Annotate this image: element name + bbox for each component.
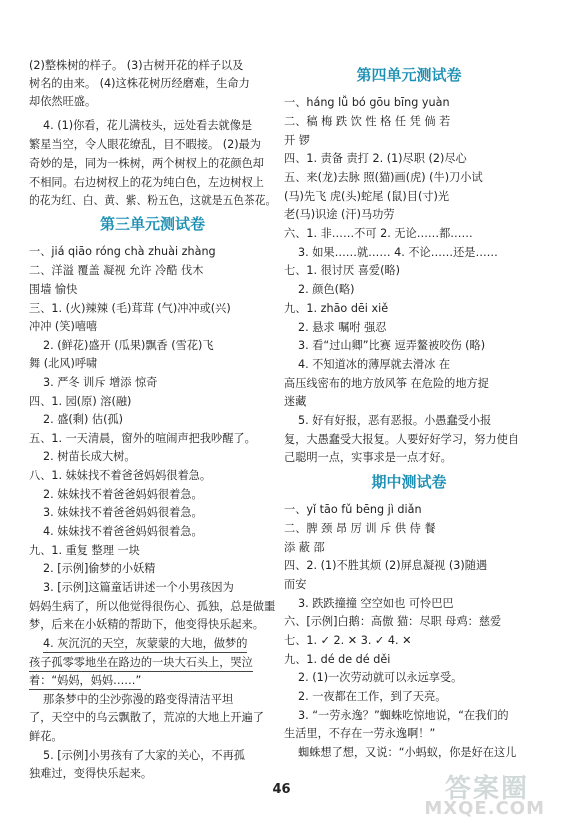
text-line: 一、háng lǚ bó gōu bīng yuàn [284, 96, 450, 109]
text-line: 蜘蛛想了想，又说：“小蚂蚁，你是好在这儿 [298, 746, 517, 759]
text-line: 3. “一劳永逸？”蜘蛛吃惊地说，“在我们的 [298, 709, 509, 722]
text-line-underlined: 4. 灰沉沉的天空，灰蒙蒙的大地，做梦的 [43, 636, 276, 653]
text-line: 九、1. 重复 整理 一块 [29, 544, 140, 557]
text-line: 五、1. 一天清晨，窗外的喧闹声把我吵醒了。 [29, 432, 256, 445]
text-line: 八、1. 妹妹找不着爸爸妈妈很着急。 [29, 469, 212, 482]
watermark-cn: 答案圈 [444, 774, 529, 804]
text-line: 独难过，变得快乐起来。 [29, 767, 153, 780]
text-line: 舞 (北风)呼啸 [29, 357, 98, 370]
text-line-underlined: 孩子孤零零地坐在路边的一块大石头上，哭泣 [29, 655, 276, 672]
text-line: 不相同。右边树杈上的花为纯白色，左边树杈上 [29, 176, 264, 189]
text-line: 3. 如果……就…… 4. 不论……还是…… [298, 246, 498, 259]
text-line: 高压线密布的地方放风筝 在危险的地方捉 [284, 377, 489, 390]
page-number: 46 [272, 782, 291, 797]
text-line: 3. 看“过山卿”比赛 逗弄鳌被咬伤 (略) [298, 339, 486, 352]
text-line: 七、1. ✓ 2. ✕ 3. ✓ 4. ✕ [284, 634, 412, 647]
text-line: 围墙 愉快 [29, 283, 78, 296]
text-line: 一、jiá qiāo róng chà zhuài zhàng [29, 245, 216, 258]
watermark-logo [399, 766, 549, 822]
watermark-en: MXQE.COM [424, 798, 545, 819]
text-line: 5. [示例]小男孩有了大家的关心，不再孤 [43, 749, 245, 762]
text-line: 四、1. 责备 责打 2. (1)尽职 (2)尽心 [284, 152, 467, 165]
text-line: 2. 树苗长成大树。 [43, 450, 136, 463]
text-line: 六、1. 非……不可 2. 无论……都…… [284, 227, 473, 240]
text-line: 鲜花。 [29, 730, 63, 743]
text-line: 四、2. (1)不胜其烦 (2)屏息凝视 (3)随遇 [284, 559, 488, 572]
text-line: 而安 [284, 578, 307, 591]
text-line: 2. 颜色(略) [298, 283, 355, 296]
text-line: 开 锣 [284, 134, 310, 147]
text-line: 4. 不知道冰的薄厚就去滑冰 在 [298, 358, 451, 371]
text-line: (马)先飞 虎(头)蛇尾 (鼠)目(寸)光 [284, 190, 450, 203]
text-line: (2)整株树的样子。 (3)古树开花的样子以及 [29, 59, 244, 72]
text-line: 3. 妹妹找不着爸爸妈妈很着急。 [43, 506, 203, 519]
text-line: 四、1. 园(原) 溶(融) [29, 395, 132, 408]
text-line: 4. (1)你看，花儿满枝头，远处看去就像是 [43, 119, 253, 132]
text-line: 三、1. (火)辣辣 (毛)茸茸 (气)冲冲或(兴) [29, 302, 231, 315]
text-line: 迷藏 [284, 395, 307, 408]
text-line: 七、1. 很讨厌 喜爱(略) [284, 264, 401, 277]
section-title-unit3: 第三单元测试卷 [99, 215, 205, 233]
text-line: 3. 严冬 训斥 增添 惊奇 [43, 376, 158, 389]
text-line: 那条梦中的尘沙弥漫的路变得清洁平坦 [43, 693, 234, 706]
text-line: 二、稿 梅 跌 饮 性 格 任 凭 倘 若 [284, 115, 451, 128]
text-line: 二、脾 颈 昂 厉 训 斥 供 侍 餐 [284, 522, 436, 535]
text-line: 复，大愚蠢受大报复。人要好好学习，努力使自 [284, 433, 519, 446]
text-line: 4. 妹妹找不着爸爸妈妈很着急。 [43, 525, 203, 538]
text-line: 却依然旺盛。 [29, 95, 97, 108]
section-title-midterm: 期中测试卷 [371, 473, 447, 491]
text-line: 繁星当空，令人眼花缭乱，目不暇接。 (2)最为 [29, 138, 261, 151]
text-line: 妈妈生病了，所以他觉得很伤心、孤独，总是做噩 [29, 600, 276, 613]
text-line: 3. 跌跌撞撞 空空如也 可怜巴巴 [298, 597, 454, 610]
text-line: 五、来(龙)去脉 照(猫)画(虎) (牛)刀小试 [284, 171, 483, 184]
text-line: 生活里，不存在一劳永逸啊！” [284, 727, 436, 740]
text-line: 2. (1)一次劳动就可以永远享受。 [298, 671, 463, 684]
text-line: 梦，后来在小妖精的帮助下，他变得快乐起来。 [29, 618, 264, 631]
text-line: 树名的由来。 (4)这株花树历经磨难，生命力 [29, 77, 250, 90]
text-line: 2. 妹妹找不着爸爸妈妈很着急。 [43, 488, 203, 501]
section-title-unit4: 第四单元测试卷 [356, 66, 462, 84]
text-line: 添 蔽 邵 [284, 541, 325, 554]
text-line: 六、[示例]白鹅：高傲 猫：尽职 母鸡：慈爱 [284, 615, 502, 628]
text-line: 九、1. dé de dé děi [284, 653, 391, 666]
text-line: 己聪明一点，实事求是一点才好。 [284, 451, 452, 464]
text-line: 5. 好有好报，恶有恶报。小愚蠢受小报 [298, 414, 492, 427]
text-line: 2. 一夜都在工作，到了天亮。 [298, 690, 447, 703]
text-line: 老(马)识途 (汗)马功劳 [284, 208, 395, 221]
text-line: 2. [示例]偷梦的小妖精 [43, 562, 156, 575]
text-line: 二、洋溢 覆盖 凝视 允许 冷酷 伐木 [29, 264, 204, 277]
text-line: 奇妙的是，同为一株树，两个树杈上的花颜色却 [29, 157, 264, 170]
text-line: 的花为红、白、黄、紫、粉五色，这就是五色茶花。 [29, 194, 276, 207]
text-line: 3. [示例]这篇童话讲述一个小男孩因为 [43, 581, 234, 594]
text-line: 了，天空中的乌云飘散了，荒凉的大地上开遍了 [29, 711, 264, 724]
text-line: 2. 盛(剩) 估(孤) [43, 413, 123, 426]
text-line: 一、yǐ tāo fǔ bēng jì diǎn [284, 503, 422, 516]
text-line: 九、1. zhāo dēi xiě [284, 302, 389, 315]
text-line: 2. 悬求 嘱咐 强忍 [298, 321, 387, 334]
text-line: 2. (鲜花)盛开 (瓜果)飘香 (雪花)飞 [43, 339, 214, 352]
text-line-underlined: 着：“妈妈，妈妈……” [29, 673, 276, 690]
text-line: 冲冲 (笑)嘻嘻 [29, 320, 98, 333]
